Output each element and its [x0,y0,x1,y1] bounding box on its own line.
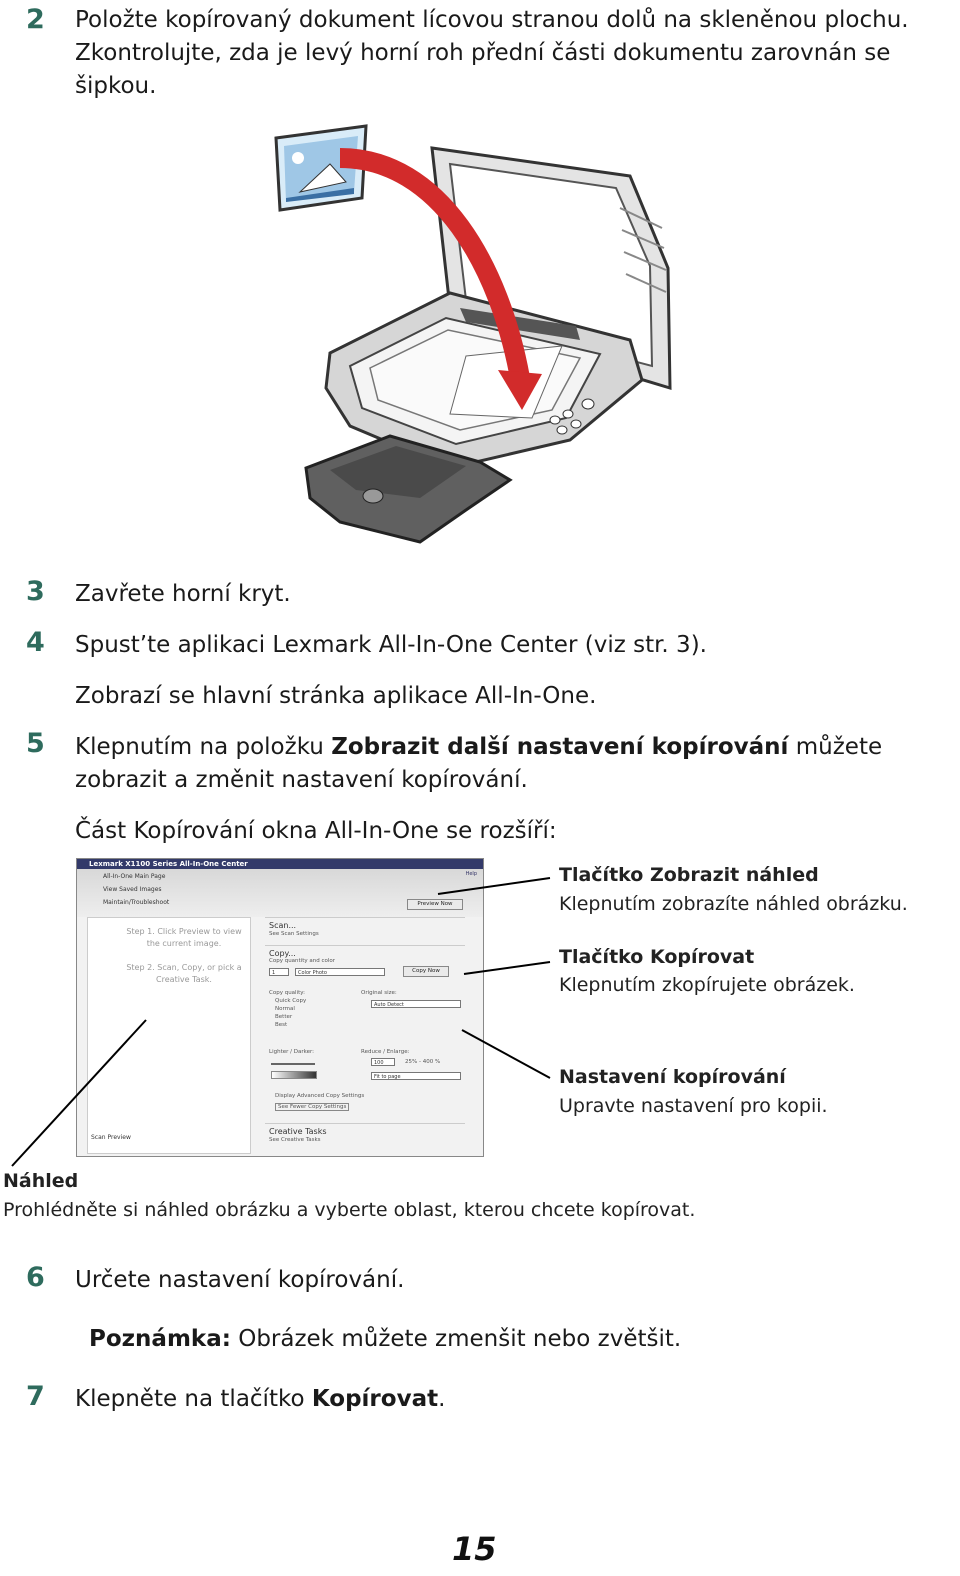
preview-hint-2: Step 2. Scan, Copy, or pick a Creative Task. [126,963,242,984]
callout-preview-title: Náhled [3,1170,79,1192]
original-size-select[interactable]: Auto Detect [371,1000,461,1008]
callout-copy-button-title: Tlačítko Kopírovat [559,946,755,968]
step-5-bold: Zobrazit další nastavení kopírování [331,734,789,760]
step-number-6: 6 [26,1262,45,1293]
preview-leader [12,1020,146,1166]
preview-hint-1: Step 1. Click Preview to view the current image. [126,927,242,948]
step-number-5: 5 [26,728,45,759]
step-5-line-1 [75,731,882,764]
copy-button-leader [464,962,550,974]
window-title: Lexmark X1100 Series All-In-One Center [77,859,483,869]
lighter-label: Lighter / Darker: [269,1049,314,1055]
step-4-subtext: Zobrazí se hlavní stránka aplikace All-In-One. [75,683,597,709]
copy-settings-leader [462,1030,550,1078]
step-2-line-3: šipkou. [75,73,157,99]
callout-preview-button-title: Tlačítko Zobrazit náhled [559,864,819,886]
step-2-line-1: Položte kopírovaný dokument lícovou stranou dolů na skleněnou plochu. [75,7,909,33]
preview-button-leader [438,878,550,894]
nav-saved-images[interactable]: View Saved Images [103,886,162,893]
nav-main-page[interactable]: All-In-One Main Page [103,873,166,880]
nav-maintain[interactable]: Maintain/Troubleshoot [103,899,170,906]
step-5-line-2: zobrazit a změnit nastavení kopírování. [75,767,528,793]
callout-copy-settings [559,1066,828,1117]
advanced-settings-link[interactable]: Display Advanced Copy Settings [275,1093,365,1099]
step-number-2: 2 [26,4,45,35]
step-number-3: 3 [26,576,45,607]
quality-quick[interactable]: Quick Copy [275,998,307,1004]
step-7-pre: Klepněte na tlačítko [75,1386,312,1412]
color-select[interactable]: Color Photo [295,968,385,976]
step-7-bold: Kopírovat [311,1386,439,1412]
reduce-range: 25% - 400 % [405,1059,441,1065]
copy-now-button[interactable]: Copy Now [403,966,449,977]
quantity-select[interactable]: 1 [269,968,289,976]
scan-label[interactable]: Scan... [269,921,297,930]
callout-copy-button-desc: Klepnutím zkopírujete obrázek. [559,974,855,996]
callout-copy-settings-title: Nastavení kopírování [559,1066,786,1088]
creative-sublink[interactable]: See Creative Tasks [269,1137,321,1143]
scan-sublink[interactable]: See Scan Settings [269,931,319,937]
callout-preview [3,1170,695,1221]
step-number-7: 7 [26,1381,45,1412]
quality-label: Copy quality: [269,990,305,996]
status-bar: Scan Preview [91,1134,131,1141]
step-7-post: . [438,1386,446,1412]
quality-best[interactable]: Best [275,1022,288,1028]
scanner-illustration [270,118,690,548]
step-2-text [75,4,909,103]
copy-label: Copy... [269,949,296,958]
step-7-text [75,1383,445,1416]
see-fewer-button[interactable]: See Fewer Copy Settings [275,1103,349,1111]
step-5-subtext: Část Kopírování okna All-In-One se rozšíří: [75,818,557,844]
step-number-4: 4 [26,627,45,658]
reduce-label: Reduce / Enlarge: [361,1049,410,1055]
note-text: Obrázek můžete zmenšit nebo zvětšit. [230,1326,682,1352]
step-6-note [89,1323,681,1356]
note-label: Poznámka: [89,1326,231,1352]
reduce-value[interactable]: 100 [371,1058,395,1066]
preview-now-button[interactable]: Preview Now [407,899,463,910]
step-5-pre: Klepnutím na položku [75,734,332,760]
callout-preview-desc: Prohlédněte si náhled obrázku a vyberte oblast, kterou chcete kopírovat. [3,1199,696,1221]
quality-normal[interactable]: Normal [275,1006,295,1012]
callout-preview-button [559,864,908,915]
step-4-text: Spust’te aplikaci Lexmark All-In-One Center (viz str. 3). [75,632,707,658]
help-link[interactable]: Help [465,871,477,877]
callout-preview-button-desc: Klepnutím zobrazíte náhled obrázku. [559,893,908,915]
copy-sub: Copy quantity and color [269,958,336,964]
step-5-text [75,731,882,797]
step-5-post: můžete [788,734,883,760]
callout-copy-settings-desc: Upravte nastavení pro kopii. [559,1095,828,1117]
step-2-line-2: Zkontrolujte, zda je levý horní roh přední části dokumentu zarovnán se [75,40,891,66]
step-3-text: Zavřete horní kryt. [75,581,291,607]
page-number: 15 [452,1530,497,1568]
quality-better[interactable]: Better [275,1014,293,1020]
fit-page-select[interactable]: Fit to page [371,1072,461,1080]
original-size-label: Original size: [361,990,397,996]
step-6-text: Určete nastavení kopírování. [75,1267,405,1293]
creative-label[interactable]: Creative Tasks [269,1127,327,1136]
callout-copy-button [559,946,855,996]
